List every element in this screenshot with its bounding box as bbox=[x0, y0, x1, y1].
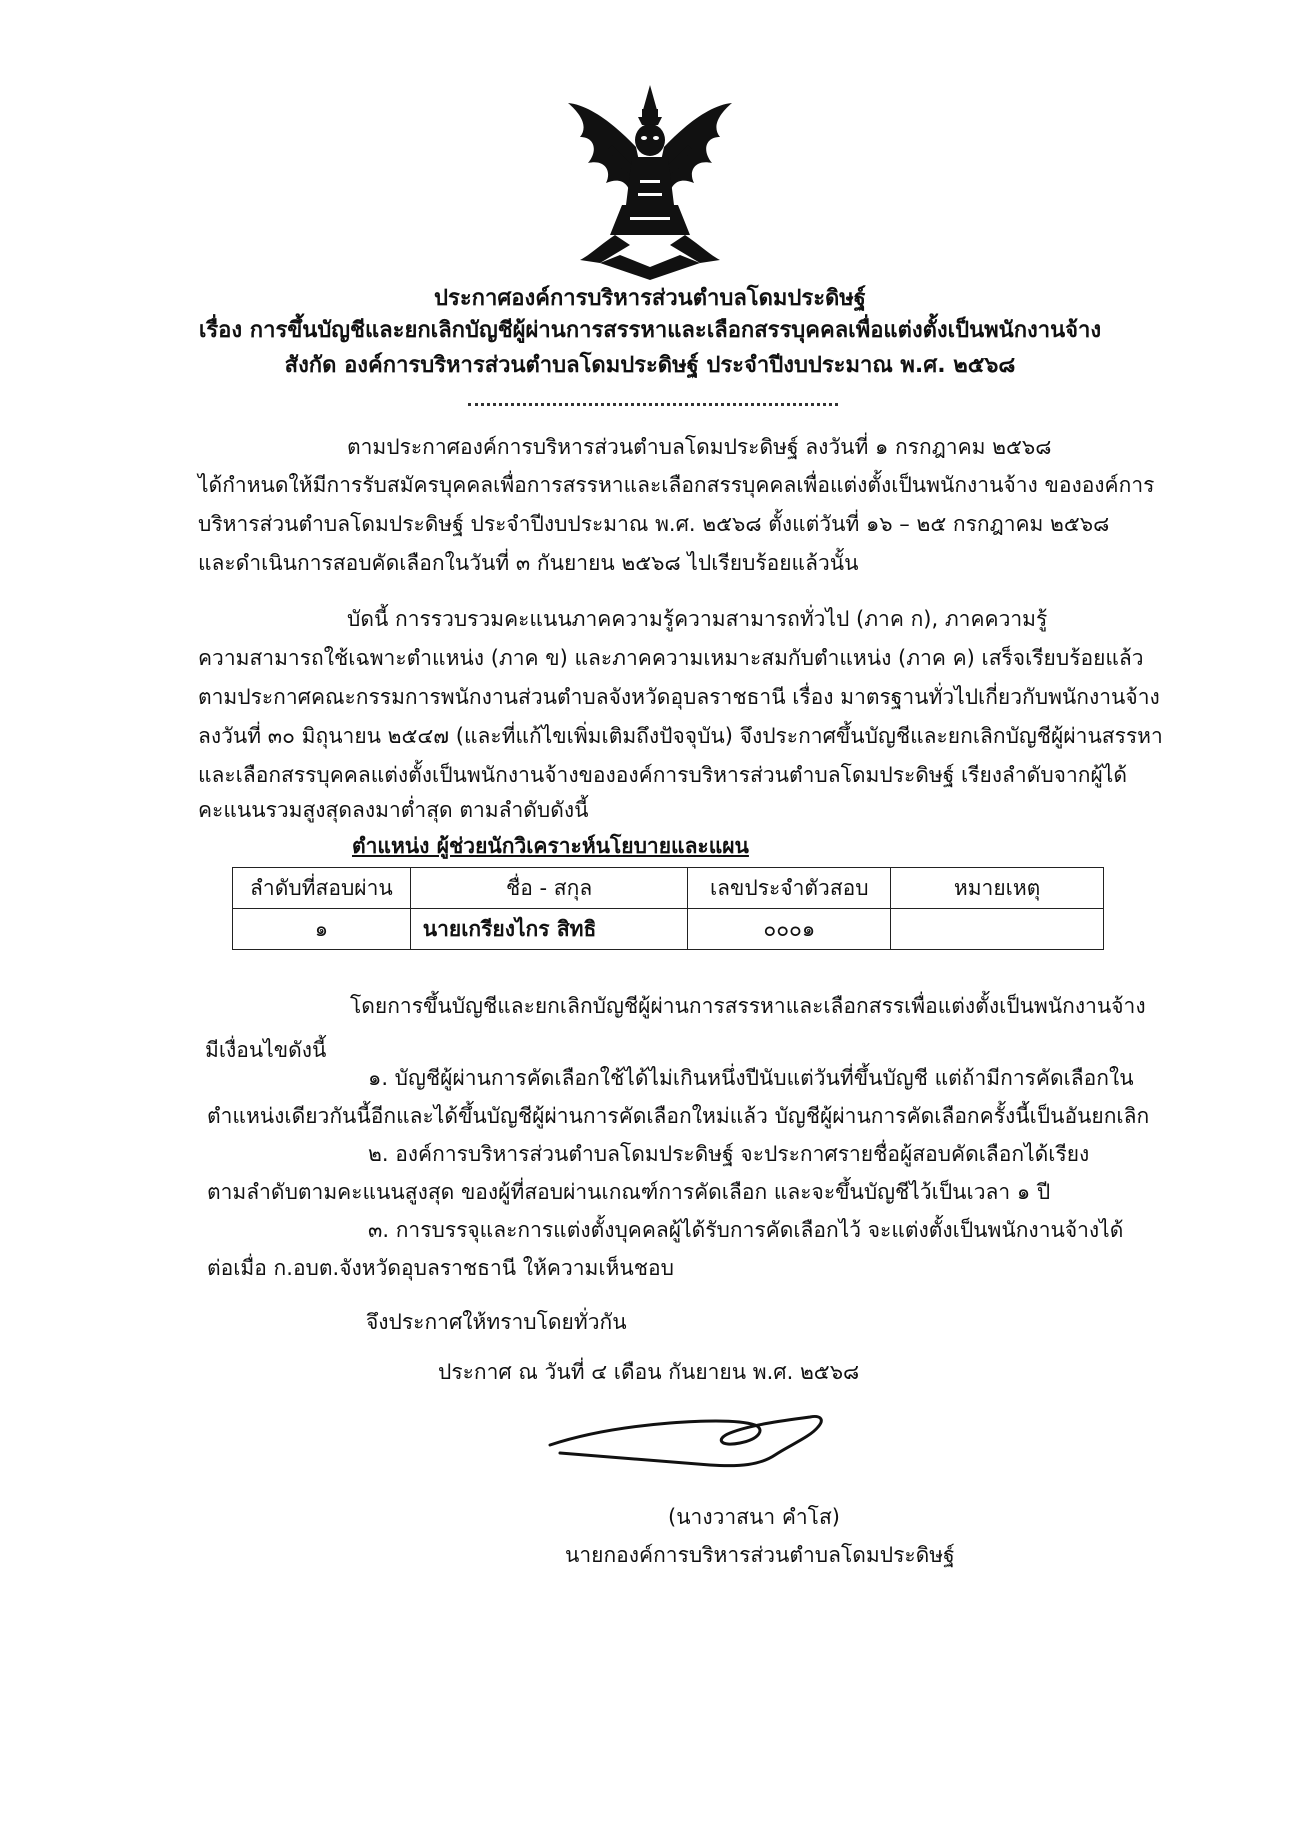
cell-rank: ๑ bbox=[233, 909, 411, 950]
table-row bbox=[233, 909, 1104, 950]
cell-note bbox=[891, 909, 1104, 950]
divider bbox=[468, 403, 838, 406]
para1-line4: และดำเนินการสอบคัดเลือกในวันที่ ๓ กันยายน ๒๕๖๘ ไปเรียบร้อยแล้วนั้น bbox=[198, 551, 859, 575]
results-table bbox=[232, 867, 1104, 950]
condition-1-line2: ตำแหน่งเดียวกันนี้อีกและได้ขึ้นบัญชีผู้ผ่านการคัดเลือกใหม่แล้ว บัญชีผู้ผ่านการคัดเลือกครั้งนี้เป็นอันยกเลิก bbox=[207, 1104, 1150, 1128]
signer-name: (นางวาสนา คำโส) bbox=[668, 1505, 840, 1529]
closing-text: จึงประกาศให้ทราบโดยทั่วกัน bbox=[366, 1310, 627, 1334]
cell-name: นายเกรียงไกร สิทธิ bbox=[410, 909, 688, 950]
col-header-rank: ลำดับที่สอบผ่าน bbox=[233, 868, 411, 909]
para2-line4: ลงวันที่ ๓๐ มิถุนายน ๒๕๔๗ (และที่แก้ไขเพิ่มเติมถึงปัจจุบัน) จึงประกาศขึ้นบัญชีและยกเลิกบัญชีผู้ผ่านสรรหา bbox=[198, 724, 1163, 748]
col-header-note: หมายเหตุ bbox=[891, 868, 1104, 909]
para2-line1: บัดนี้ การรวบรวมคะแนนภาคความรู้ความสามารถทั่วไป (ภาค ก), ภาคความรู้ bbox=[347, 607, 1048, 631]
para2-line3: ตามประกาศคณะกรรมการพนักงานส่วนตำบลจังหวัดอุบลราชธานี เรื่อง มาตรฐานทั่วไปเกี่ยวกับพนักงานจ้าง bbox=[198, 685, 1160, 709]
col-header-name: ชื่อ - สกุล bbox=[410, 868, 688, 909]
table-header-row bbox=[233, 868, 1104, 909]
condition-1-line1: ๑. บัญชีผู้ผ่านการคัดเลือกใช้ได้ไม่เกินหนึ่งปีนับแต่วันที่ขึ้นบัญชี แต่ถ้ามีการคัดเลือกใน bbox=[368, 1066, 1134, 1090]
col-header-exam-id: เลขประจำตัวสอบ bbox=[688, 868, 891, 909]
para2-line5: และเลือกสรรบุคคลแต่งตั้งเป็นพนักงานจ้างขององค์การบริหารส่วนตำบลโดมประดิษฐ์ เรียงลำดับจากผู้ได้ bbox=[198, 763, 1127, 787]
announcement-affiliation: สังกัด องค์การบริหารส่วนตำบลโดมประดิษฐ์ ประจำปีงบประมาณ พ.ศ. ๒๕๖๘ bbox=[284, 353, 1016, 378]
para1-line2: ได้กำหนดให้มีการรับสมัครบุคคลเพื่อการสรรหาและเลือกสรรบุคคลเพื่อแต่งตั้งเป็นพนักงานจ้าง ขององค์การ bbox=[198, 473, 1155, 497]
para1-line3: บริหารส่วนตำบลโดมประดิษฐ์ ประจำปีงบประมาณ พ.ศ. ๒๕๖๘ ตั้งแต่วันที่ ๑๖ – ๒๕ กรกฎาคม ๒๕๖๘ bbox=[198, 512, 1110, 536]
condition-3-line1: ๓. การบรรจุและการแต่งตั้งบุคคลผู้ได้รับการคัดเลือกไว้ จะแต่งตั้งเป็นพนักงานจ้างได้ bbox=[368, 1218, 1124, 1242]
condition-2-line2: ตามลำดับตามคะแนนสูงสุด ของผู้ที่สอบผ่านเกณฑ์การคัดเลือก และจะขึ้นบัญชีไว้เป็นเวลา ๑ ปี bbox=[207, 1180, 1051, 1204]
announcement-heading: ประกาศองค์การบริหารส่วนตำบลโดมประดิษฐ์ bbox=[434, 286, 866, 311]
para1-line1: ตามประกาศองค์การบริหารส่วนตำบลโดมประดิษฐ์ ลงวันที่ ๑ กรกฎาคม ๒๕๖๘ bbox=[347, 435, 1052, 459]
handwritten-signature-icon bbox=[540, 1405, 830, 1475]
para3-line2: มีเงื่อนไขดังนี้ bbox=[205, 1038, 327, 1062]
signer-title: นายกองค์การบริหารส่วนตำบลโดมประดิษฐ์ bbox=[565, 1543, 955, 1567]
para2-line2: ความสามารถใช้เฉพาะตำแหน่ง (ภาค ข) และภาคความเหมาะสมกับตำแหน่ง (ภาค ค) เสร็จเรียบร้อยแล้ว bbox=[198, 646, 1144, 670]
condition-2-line1: ๒. องค์การบริหารส่วนตำบลโดมประดิษฐ์ จะประกาศรายชื่อผู้สอบคัดเลือกได้เรียง bbox=[368, 1142, 1090, 1166]
announce-date: ประกาศ ณ วันที่ ๔ เดือน กันยายน พ.ศ. ๒๕๖๘ bbox=[438, 1360, 860, 1384]
para2-line6: คะแนนรวมสูงสุดลงมาต่ำสุด ตามลำดับดังนี้ bbox=[198, 798, 589, 822]
cell-exam-id: ๐๐๐๑ bbox=[688, 909, 891, 950]
para3-line1: โดยการขึ้นบัญชีและยกเลิกบัญชีผู้ผ่านการสรรหาและเลือกสรรเพื่อแต่งตั้งเป็นพนักงานจ้าง bbox=[350, 994, 1146, 1018]
garuda-emblem-icon bbox=[560, 85, 740, 280]
announcement-subject: เรื่อง การขึ้นบัญชีและยกเลิกบัญชีผู้ผ่านการสรรหาและเลือกสรรบุคคลเพื่อแต่งตั้งเป็นพนักงานจ้าง bbox=[198, 318, 1102, 343]
condition-3-line2: ต่อเมื่อ ก.อบต.จังหวัดอุบลราชธานี ให้ความเห็นชอบ bbox=[207, 1256, 674, 1280]
position-title: ตำแหน่ง ผู้ช่วยนักวิเคราะห์นโยบายและแผน bbox=[352, 834, 749, 858]
